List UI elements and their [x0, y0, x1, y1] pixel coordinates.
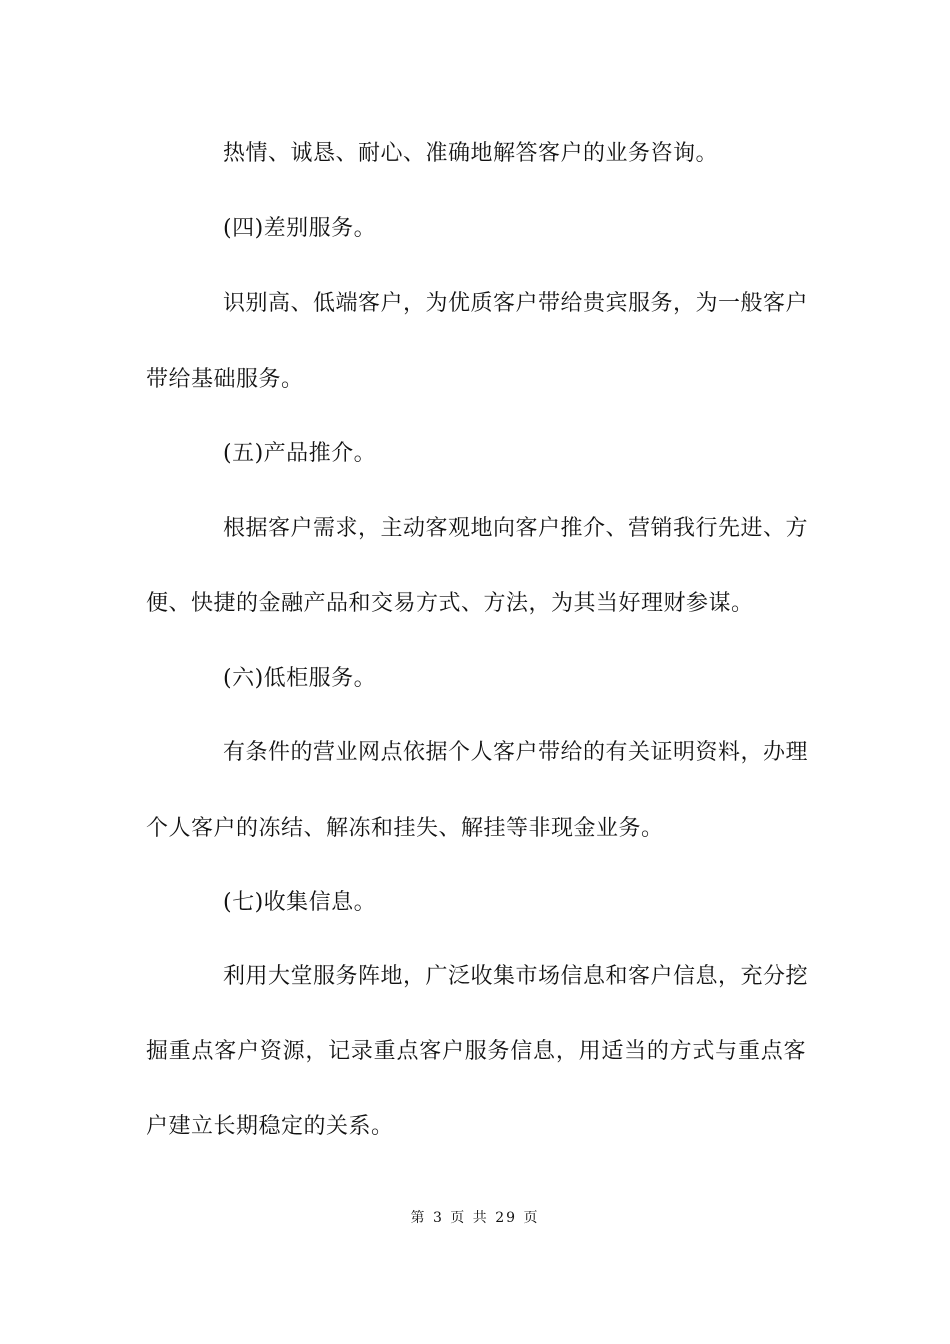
page-number-footer: 第 3 页 共 29 页	[410, 1210, 540, 1226]
paragraph-line: 户建立长期稳定的关系。	[146, 1114, 394, 1139]
paragraph-line: 带给基础服务。	[146, 367, 304, 392]
section-heading-5: (五)产品推介。	[223, 441, 377, 466]
section-heading-4: (四)差别服务。	[223, 216, 377, 241]
paragraph-line: 根据客户需求，主动客观地向客户推介、营销我行先进、方	[223, 516, 809, 541]
section-heading-7: (七)收集信息。	[223, 890, 377, 915]
paragraph-line: 热情、诚恳、耐心、准确地解答客户的业务咨询。	[223, 141, 719, 166]
paragraph-line: 利用大堂服务阵地，广泛收集市场信息和客户信息，充分挖	[223, 964, 809, 989]
section-heading-6: (六)低柜服务。	[223, 666, 377, 691]
paragraph-line: 便、快捷的金融产品和交易方式、方法，为其当好理财参谋。	[146, 591, 754, 616]
paragraph-line: 识别高、低端客户，为优质客户带给贵宾服务，为一般客户	[223, 291, 809, 316]
paragraph-line: 掘重点客户资源，记录重点客户服务信息，用适当的方式与重点客	[146, 1039, 806, 1064]
paragraph-line: 个人客户的冻结、解冻和挂失、解挂等非现金业务。	[146, 816, 664, 841]
paragraph-line: 有条件的营业网点依据个人客户带给的有关证明资料，办理	[223, 740, 809, 765]
